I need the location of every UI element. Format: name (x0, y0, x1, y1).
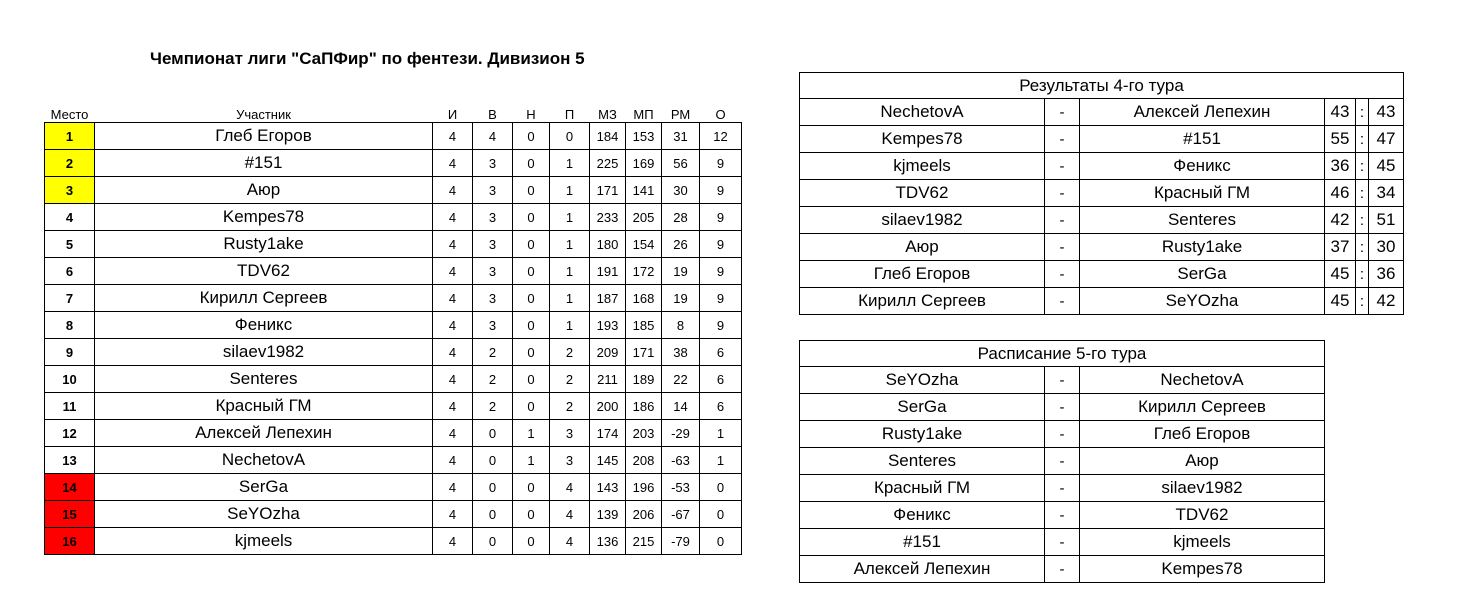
games-cell: 4 (433, 150, 473, 177)
losses-cell: 4 (550, 501, 590, 528)
home-team-cell: #151 (800, 529, 1045, 556)
table-row (45, 393, 742, 420)
place-cell: 3 (45, 177, 95, 204)
points-cell: 9 (700, 204, 742, 231)
missed-cell: 153 (626, 123, 662, 150)
place-cell: 10 (45, 366, 95, 393)
place-cell: 6 (45, 258, 95, 285)
place-cell: 15 (45, 501, 95, 528)
scored-cell: 225 (590, 150, 626, 177)
points-cell: 6 (700, 393, 742, 420)
diff-cell: -79 (662, 528, 700, 555)
points-cell: 0 (700, 501, 742, 528)
games-cell: 4 (433, 366, 473, 393)
games-cell: 4 (433, 393, 473, 420)
scored-cell: 211 (590, 366, 626, 393)
away-score-cell: 47 (1369, 126, 1404, 153)
games-cell: 4 (433, 177, 473, 204)
result-row (800, 261, 1404, 288)
games-cell: 4 (433, 339, 473, 366)
participant-cell: TDV62 (95, 258, 433, 285)
games-cell: 4 (433, 501, 473, 528)
missed-cell: 141 (626, 177, 662, 204)
participant-cell: SeYOzha (95, 501, 433, 528)
wins-cell: 3 (473, 204, 513, 231)
diff-cell: 14 (662, 393, 700, 420)
missed-cell: 205 (626, 204, 662, 231)
place-cell: 13 (45, 447, 95, 474)
participant-cell: #151 (95, 150, 433, 177)
wins-cell: 0 (473, 528, 513, 555)
header-losses: П (564, 107, 575, 122)
dash-cell: - (1045, 502, 1080, 529)
missed-cell: 168 (626, 285, 662, 312)
diff-cell: 19 (662, 258, 700, 285)
missed-cell: 208 (626, 447, 662, 474)
draws-cell: 0 (513, 150, 550, 177)
draws-cell: 0 (513, 501, 550, 528)
schedule-row (800, 529, 1325, 556)
losses-cell: 3 (550, 447, 590, 474)
diff-cell: 56 (662, 150, 700, 177)
schedule-row (800, 502, 1325, 529)
missed-cell: 171 (626, 339, 662, 366)
dash-cell: - (1045, 367, 1080, 394)
games-cell: 4 (433, 528, 473, 555)
wins-cell: 2 (473, 393, 513, 420)
header-games: И (447, 107, 458, 122)
dash-cell: - (1045, 529, 1080, 556)
wins-cell: 2 (473, 366, 513, 393)
home-team-cell: SeYOzha (800, 367, 1045, 394)
home-team-cell: NechetovA (800, 99, 1045, 126)
points-cell: 9 (700, 150, 742, 177)
points-cell: 6 (700, 366, 742, 393)
result-row (800, 180, 1404, 207)
score-separator-cell: : (1356, 180, 1369, 207)
losses-cell: 1 (550, 177, 590, 204)
scored-cell: 171 (590, 177, 626, 204)
participant-cell: Феникс (95, 312, 433, 339)
place-cell: 2 (45, 150, 95, 177)
table-row (45, 150, 742, 177)
table-row (45, 231, 742, 258)
score-separator-cell: : (1356, 126, 1369, 153)
home-team-cell: SerGa (800, 394, 1045, 421)
schedule-body (800, 341, 1325, 583)
participant-cell: kjmeels (95, 528, 433, 555)
home-team-cell: Красный ГМ (800, 475, 1045, 502)
place-cell: 1 (45, 123, 95, 150)
dash-cell: - (1045, 475, 1080, 502)
score-separator-cell: : (1356, 153, 1369, 180)
losses-cell: 3 (550, 420, 590, 447)
home-score-cell: 42 (1325, 207, 1356, 234)
place-cell: 11 (45, 393, 95, 420)
dash-cell: - (1045, 421, 1080, 448)
missed-cell: 215 (626, 528, 662, 555)
away-team-cell: kjmeels (1080, 529, 1325, 556)
home-team-cell: Rusty1ake (800, 421, 1045, 448)
table-row (45, 204, 742, 231)
away-team-cell: NechetovA (1080, 367, 1325, 394)
schedule-table (799, 340, 1325, 583)
standings-header-row (45, 100, 742, 123)
table-row (45, 177, 742, 204)
draws-cell: 0 (513, 123, 550, 150)
header-wins: В (488, 107, 497, 122)
schedule-title: Расписание 5-го тура (800, 341, 1325, 367)
wins-cell: 0 (473, 474, 513, 501)
draws-cell: 1 (513, 447, 550, 474)
table-row (45, 528, 742, 555)
participant-cell: SerGa (95, 474, 433, 501)
scored-cell: 174 (590, 420, 626, 447)
dash-cell: - (1045, 126, 1080, 153)
away-team-cell: Феникс (1080, 153, 1325, 180)
table-row (45, 474, 742, 501)
diff-cell: 28 (662, 204, 700, 231)
games-cell: 4 (433, 474, 473, 501)
scored-cell: 184 (590, 123, 626, 150)
away-team-cell: Красный ГМ (1080, 180, 1325, 207)
points-cell: 9 (700, 177, 742, 204)
missed-cell: 186 (626, 393, 662, 420)
points-cell: 12 (700, 123, 742, 150)
home-team-cell: kjmeels (800, 153, 1045, 180)
losses-cell: 0 (550, 123, 590, 150)
losses-cell: 1 (550, 204, 590, 231)
participant-cell: Красный ГМ (95, 393, 433, 420)
score-separator-cell: : (1356, 234, 1369, 261)
draws-cell: 0 (513, 339, 550, 366)
away-team-cell: Аюр (1080, 448, 1325, 475)
scored-cell: 209 (590, 339, 626, 366)
diff-cell: 30 (662, 177, 700, 204)
away-team-cell: Глеб Егоров (1080, 421, 1325, 448)
participant-cell: Кирилл Сергеев (95, 285, 433, 312)
away-team-cell: silaev1982 (1080, 475, 1325, 502)
table-row (45, 447, 742, 474)
dash-cell: - (1045, 153, 1080, 180)
score-separator-cell: : (1356, 288, 1369, 315)
points-cell: 9 (700, 258, 742, 285)
away-team-cell: #151 (1080, 126, 1325, 153)
losses-cell: 1 (550, 285, 590, 312)
participant-cell: NechetovA (95, 447, 433, 474)
scored-cell: 139 (590, 501, 626, 528)
draws-cell: 0 (513, 204, 550, 231)
schedule-row (800, 367, 1325, 394)
header-draws: Н (526, 107, 536, 122)
scored-cell: 200 (590, 393, 626, 420)
losses-cell: 1 (550, 150, 590, 177)
dash-cell: - (1045, 99, 1080, 126)
away-score-cell: 30 (1369, 234, 1404, 261)
table-row (45, 285, 742, 312)
diff-cell: 26 (662, 231, 700, 258)
away-score-cell: 42 (1369, 288, 1404, 315)
diff-cell: -67 (662, 501, 700, 528)
wins-cell: 0 (473, 447, 513, 474)
standings-table (44, 100, 742, 555)
scored-cell: 143 (590, 474, 626, 501)
scored-cell: 187 (590, 285, 626, 312)
scored-cell: 180 (590, 231, 626, 258)
home-team-cell: Kempes78 (800, 126, 1045, 153)
schedule-row (800, 556, 1325, 583)
score-separator-cell: : (1356, 261, 1369, 288)
draws-cell: 0 (513, 393, 550, 420)
draws-cell: 0 (513, 285, 550, 312)
draws-cell: 0 (513, 312, 550, 339)
missed-cell: 196 (626, 474, 662, 501)
participant-cell: Аюр (95, 177, 433, 204)
away-team-cell: SeYOzha (1080, 288, 1325, 315)
losses-cell: 1 (550, 231, 590, 258)
missed-cell: 206 (626, 501, 662, 528)
result-row (800, 153, 1404, 180)
home-team-cell: Аюр (800, 234, 1045, 261)
wins-cell: 3 (473, 231, 513, 258)
result-row (800, 126, 1404, 153)
place-cell: 9 (45, 339, 95, 366)
scored-cell: 233 (590, 204, 626, 231)
schedule-row (800, 475, 1325, 502)
points-cell: 1 (700, 420, 742, 447)
home-score-cell: 46 (1325, 180, 1356, 207)
home-score-cell: 36 (1325, 153, 1356, 180)
scored-cell: 145 (590, 447, 626, 474)
home-team-cell: silaev1982 (800, 207, 1045, 234)
away-team-cell: Rusty1ake (1080, 234, 1325, 261)
away-score-cell: 45 (1369, 153, 1404, 180)
draws-cell: 0 (513, 366, 550, 393)
results-title: Результаты 4-го тура (800, 73, 1404, 99)
losses-cell: 2 (550, 393, 590, 420)
away-team-cell: Kempes78 (1080, 556, 1325, 583)
dash-cell: - (1045, 261, 1080, 288)
points-cell: 0 (700, 528, 742, 555)
wins-cell: 4 (473, 123, 513, 150)
standings-body (45, 123, 742, 555)
table-row (45, 420, 742, 447)
place-cell: 7 (45, 285, 95, 312)
dash-cell: - (1045, 180, 1080, 207)
losses-cell: 2 (550, 339, 590, 366)
wins-cell: 0 (473, 420, 513, 447)
away-score-cell: 43 (1369, 99, 1404, 126)
header-points: О (715, 107, 726, 122)
losses-cell: 1 (550, 312, 590, 339)
participant-cell: Алексей Лепехин (95, 420, 433, 447)
place-cell: 4 (45, 204, 95, 231)
away-score-cell: 36 (1369, 261, 1404, 288)
wins-cell: 3 (473, 312, 513, 339)
place-cell: 8 (45, 312, 95, 339)
draws-cell: 0 (513, 177, 550, 204)
diff-cell: 8 (662, 312, 700, 339)
table-row (45, 312, 742, 339)
page-title: Чемпионат лиги "СаПФир" по фентези. Дивизион 5 (150, 49, 585, 68)
wins-cell: 3 (473, 258, 513, 285)
home-score-cell: 43 (1325, 99, 1356, 126)
losses-cell: 2 (550, 366, 590, 393)
wins-cell: 3 (473, 177, 513, 204)
points-cell: 9 (700, 312, 742, 339)
games-cell: 4 (433, 312, 473, 339)
draws-cell: 0 (513, 231, 550, 258)
wins-cell: 3 (473, 150, 513, 177)
home-score-cell: 55 (1325, 126, 1356, 153)
losses-cell: 1 (550, 258, 590, 285)
diff-cell: -29 (662, 420, 700, 447)
away-team-cell: TDV62 (1080, 502, 1325, 529)
wins-cell: 2 (473, 339, 513, 366)
games-cell: 4 (433, 447, 473, 474)
home-team-cell: Глеб Егоров (800, 261, 1045, 288)
header-participant: Участник (236, 107, 291, 122)
scored-cell: 136 (590, 528, 626, 555)
place-cell: 16 (45, 528, 95, 555)
table-row (45, 366, 742, 393)
home-team-cell: TDV62 (800, 180, 1045, 207)
participant-cell: Глеб Егоров (95, 123, 433, 150)
draws-cell: 0 (513, 258, 550, 285)
schedule-row (800, 421, 1325, 448)
schedule-row (800, 394, 1325, 421)
table-row (45, 258, 742, 285)
points-cell: 0 (700, 474, 742, 501)
dash-cell: - (1045, 288, 1080, 315)
participant-cell: silaev1982 (95, 339, 433, 366)
points-cell: 1 (700, 447, 742, 474)
games-cell: 4 (433, 285, 473, 312)
away-team-cell: Алексей Лепехин (1080, 99, 1325, 126)
schedule-header-row (800, 341, 1325, 367)
score-separator-cell: : (1356, 99, 1369, 126)
participant-cell: Senteres (95, 366, 433, 393)
results-header-row (800, 73, 1404, 99)
points-cell: 9 (700, 231, 742, 258)
losses-cell: 4 (550, 474, 590, 501)
points-cell: 6 (700, 339, 742, 366)
home-team-cell: Senteres (800, 448, 1045, 475)
missed-cell: 203 (626, 420, 662, 447)
results-body (800, 73, 1404, 315)
away-team-cell: SerGa (1080, 261, 1325, 288)
participant-cell: Kempes78 (95, 204, 433, 231)
header-place: Место (50, 107, 89, 122)
wins-cell: 3 (473, 285, 513, 312)
games-cell: 4 (433, 204, 473, 231)
points-cell: 9 (700, 285, 742, 312)
result-row (800, 207, 1404, 234)
away-score-cell: 34 (1369, 180, 1404, 207)
games-cell: 4 (433, 123, 473, 150)
away-team-cell: Senteres (1080, 207, 1325, 234)
home-team-cell: Кирилл Сергеев (800, 288, 1045, 315)
home-score-cell: 37 (1325, 234, 1356, 261)
away-score-cell: 51 (1369, 207, 1404, 234)
header-scored: МЗ (598, 107, 617, 122)
dash-cell: - (1045, 394, 1080, 421)
dash-cell: - (1045, 207, 1080, 234)
place-cell: 12 (45, 420, 95, 447)
results-table (799, 72, 1404, 315)
result-row (800, 99, 1404, 126)
place-cell: 5 (45, 231, 95, 258)
diff-cell: 19 (662, 285, 700, 312)
diff-cell: 31 (662, 123, 700, 150)
header-missed: МП (633, 107, 654, 122)
wins-cell: 0 (473, 501, 513, 528)
missed-cell: 185 (626, 312, 662, 339)
draws-cell: 0 (513, 528, 550, 555)
missed-cell: 189 (626, 366, 662, 393)
dash-cell: - (1045, 556, 1080, 583)
scored-cell: 191 (590, 258, 626, 285)
losses-cell: 4 (550, 528, 590, 555)
result-row (800, 234, 1404, 261)
draws-cell: 1 (513, 420, 550, 447)
away-team-cell: Кирилл Сергеев (1080, 394, 1325, 421)
missed-cell: 172 (626, 258, 662, 285)
scored-cell: 193 (590, 312, 626, 339)
dash-cell: - (1045, 234, 1080, 261)
diff-cell: 22 (662, 366, 700, 393)
table-row (45, 123, 742, 150)
diff-cell: -53 (662, 474, 700, 501)
games-cell: 4 (433, 231, 473, 258)
dash-cell: - (1045, 448, 1080, 475)
home-team-cell: Алексей Лепехин (800, 556, 1045, 583)
missed-cell: 169 (626, 150, 662, 177)
schedule-row (800, 448, 1325, 475)
score-separator-cell: : (1356, 207, 1369, 234)
place-cell: 14 (45, 474, 95, 501)
header-diff: РМ (670, 107, 691, 122)
home-score-cell: 45 (1325, 261, 1356, 288)
games-cell: 4 (433, 258, 473, 285)
result-row (800, 288, 1404, 315)
home-score-cell: 45 (1325, 288, 1356, 315)
participant-cell: Rusty1ake (95, 231, 433, 258)
games-cell: 4 (433, 420, 473, 447)
diff-cell: 38 (662, 339, 700, 366)
table-row (45, 501, 742, 528)
home-team-cell: Феникс (800, 502, 1045, 529)
table-row (45, 339, 742, 366)
diff-cell: -63 (662, 447, 700, 474)
draws-cell: 0 (513, 474, 550, 501)
missed-cell: 154 (626, 231, 662, 258)
